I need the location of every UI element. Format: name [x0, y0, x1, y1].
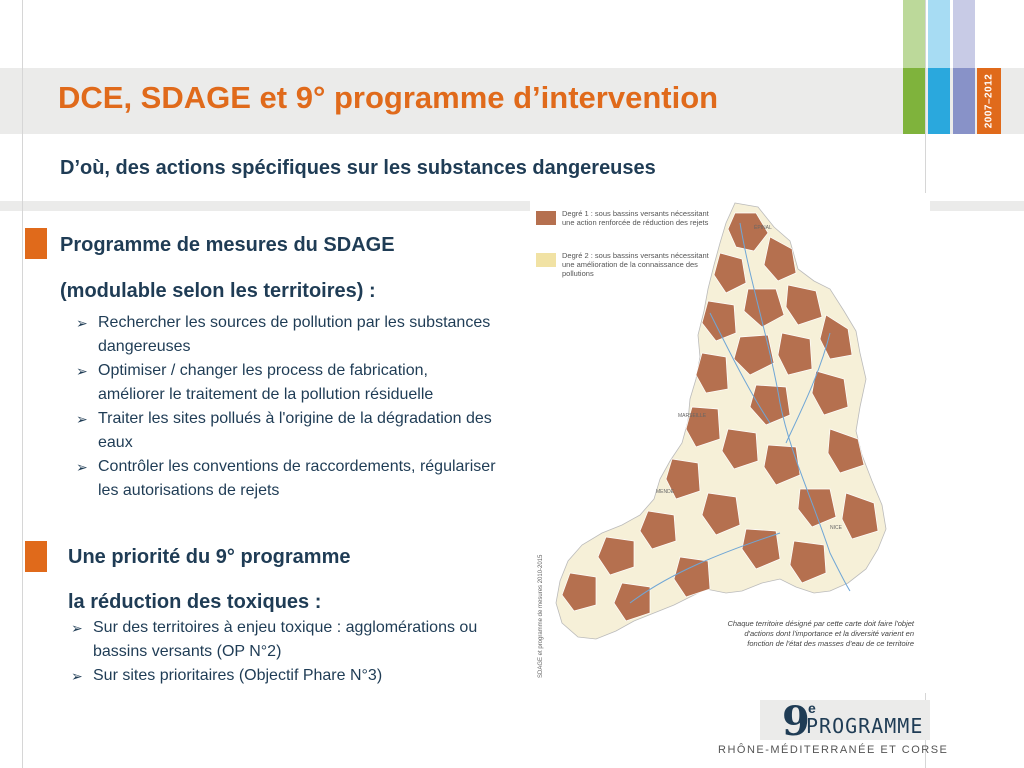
bullet-text: Contrôler les conventions de raccordements, régulariser les autorisations de rejets	[98, 458, 496, 499]
color-bar-green-light	[903, 0, 925, 68]
section1-heading-2: (modulable selon les territoires) :	[60, 280, 376, 302]
list-item	[76, 359, 496, 407]
color-bar-blue-light	[928, 0, 950, 68]
watershed-map	[530, 193, 930, 693]
page-title: DCE, SDAGE et 9° programme d’intervention	[58, 80, 719, 115]
year-badge	[977, 68, 1001, 134]
page-subtitle: D’où, des actions spécifiques sur les substances dangereuses	[60, 157, 656, 179]
map-legend	[534, 207, 724, 291]
logo-superscript: e	[808, 700, 816, 716]
year-badge-text: 2007–2012	[983, 73, 995, 129]
bullet-text: Optimiser / changer les process de fabrication, améliorer le traitement de la pollution résiduelle	[98, 362, 434, 403]
list-item	[76, 455, 496, 503]
legend-item	[534, 207, 724, 249]
guide-line	[22, 0, 23, 768]
svg-text:ÉPINAL: ÉPINAL	[754, 225, 772, 231]
logo-number: 9	[782, 698, 810, 745]
logo-word: PROGRAMME	[806, 714, 924, 738]
section2-heading-2: la réduction des toxiques :	[68, 591, 322, 613]
color-bar-purple-light	[953, 0, 975, 68]
list-item	[76, 407, 496, 455]
color-bar-green	[903, 68, 925, 134]
svg-text:MARSEILLE: MARSEILLE	[678, 413, 707, 419]
legend-swatch	[536, 211, 556, 225]
section2-bullet-list	[71, 616, 511, 688]
svg-text:MENDE: MENDE	[656, 489, 675, 495]
section-marker	[25, 228, 47, 259]
list-item	[76, 311, 496, 359]
bullet-text: Traiter les sites pollués à l'origine de la dégradation des eaux	[98, 410, 492, 451]
list-item	[71, 664, 511, 688]
map-sidenote: SDAGE et programme de mesures 2010-2015	[538, 554, 544, 678]
legend-text: Degré 2 : sous bassins versants nécessitant une amélioration de la connaissance des pollutions	[562, 251, 709, 278]
arrow-bullet-icon: ➢	[71, 620, 83, 636]
color-bar-blue	[928, 68, 950, 134]
arrow-bullet-icon: ➢	[76, 411, 88, 427]
arrow-bullet-icon: ➢	[76, 363, 88, 379]
bullet-text: Rechercher les sources de pollution par les substances dangereuses	[98, 314, 491, 355]
color-bar-purple	[953, 68, 975, 134]
legend-item	[534, 249, 724, 291]
bullet-text: Sur des territoires à enjeu toxique : agglomérations ou bassins versants (OP N°2)	[93, 619, 478, 660]
programme-logo	[760, 698, 930, 745]
legend-swatch	[536, 253, 556, 267]
section2-heading: Une priorité du 9° programme	[68, 546, 351, 568]
svg-text:NICE: NICE	[830, 525, 842, 531]
arrow-bullet-icon: ➢	[71, 668, 83, 684]
bullet-text: Sur sites prioritaires (Objectif Phare N°3)	[93, 667, 383, 684]
section-marker	[25, 541, 47, 572]
arrow-bullet-icon: ➢	[76, 459, 88, 475]
logo-subtitle: RHÔNE-MÉDITERRANÉE ET CORSE	[718, 744, 949, 756]
section1-heading: Programme de mesures du SDAGE	[60, 234, 395, 256]
legend-text: Degré 1 : sous bassins versants nécessitant une action renforcée de réduction des rejets	[562, 209, 709, 227]
list-item	[71, 616, 511, 664]
section1-bullet-list	[76, 311, 496, 503]
map-footnote: Chaque territoire désigné par cette carte doit faire l'objet d'actions dont l'importance et la diversité varient en fonction de l'état des masses d'eau de ce territoire	[727, 619, 914, 648]
arrow-bullet-icon: ➢	[76, 315, 88, 331]
